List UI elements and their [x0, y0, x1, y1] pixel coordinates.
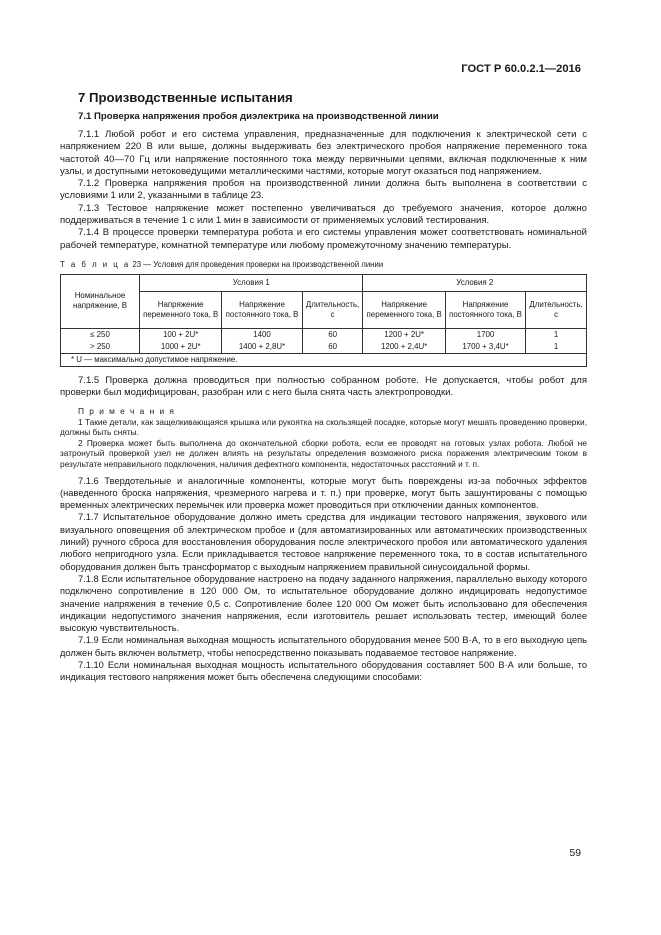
cell-c2-duration: 1	[526, 328, 587, 341]
col-c2-ac: Напряжение переменного тока, В	[363, 291, 445, 328]
col-c2-dc: Напряжение постоянного тока, В	[445, 291, 525, 328]
cell-c1-ac: 1000 + 2U*	[140, 341, 222, 354]
section-title: 7 Производственные испытания	[78, 90, 293, 105]
cell-c1-ac: 100 + 2U*	[140, 328, 222, 341]
paragraph-7-1-9: 7.1.9 Если номинальная выходная мощность испытательного оборудования менее 500 В·А, то в его выходную цепь должен быть включен вольтметр, чтобы непосредственно показывать подаваемое тестовое напряжение.	[60, 635, 587, 658]
paragraph-7-1-4: 7.1.4 В процессе проверки температура робота и его системы управления может соответствовать номинальной рабочей температуре, комнатной температуре или любому промежуточному значению температуры.	[60, 227, 587, 251]
paragraph-7-1-5: 7.1.5 Проверка должна проводиться при полностью собранном роботе. Не допускается, чтобы робот для проверки был модифицирован, разобран или с него была снята часть электропроводки.	[60, 374, 587, 399]
table-caption	[60, 260, 587, 269]
cell-c2-ac: 1200 + 2,4U*	[363, 341, 445, 354]
paragraph-7-1-7: 7.1.7 Испытательное оборудование должно иметь средства для индикации тестового напряжения, звукового или визуального оповещения об электрическом пробое и (для автоматизированных или автоматических производственных линий) ручного сброса для восстановления оборудования после электрического пробоя или автоматического удаления любого непригодного узла. Если прикладывается тестовое напряжение переменного тока, то в состав испытательного оборудования должен быть трансформатор с выходным напряжением правильной синусоидальной формы.	[60, 512, 587, 572]
col-conditions-2: Условия 2	[363, 274, 587, 291]
table-footnote: * U — максимально допустимое напряжение.	[61, 353, 587, 366]
table-row	[61, 341, 587, 354]
col-nominal-voltage: Номинальное напряжение, В	[61, 274, 140, 328]
cell-c2-duration: 1	[526, 341, 587, 354]
table-caption-text: 23 — Условия для проведения проверки на производственной линии	[132, 259, 384, 269]
col-c2-duration: Длительность, с	[526, 291, 587, 328]
cell-c2-ac: 1200 + 2U*	[363, 328, 445, 341]
cell-c1-duration: 60	[302, 341, 363, 354]
notes-heading: П р и м е ч а н и я	[78, 405, 176, 416]
note-2: 2 Проверка может быть выполнена до окончательной сборки робота, если ее проводят на готовых узлах робота. Любой не затронутый проверкой узел не должен влиять на результаты определения возможного риска поражения электрическим током в результате неправильного подключения, наличия дефектного компонента, недостаточных расстояний и т. п.	[60, 437, 587, 469]
paragraph-7-1-1: 7.1.1 Любой робот и его система управления, предназначенные для подключения к электрической сети с напряжением 220 В или выше, должны выдерживать без электрического пробоя напряжение переменного тока частотой 40—70 Гц или напряжение постоянного тока между первичными цепями, включая подключенные к ним узлы, и доступными нетоковедущими металлическими частями, которые могут оказаться под напряжением.	[60, 129, 587, 177]
conditions-table	[60, 274, 587, 367]
table-row	[61, 328, 587, 341]
col-c1-dc: Напряжение постоянного тока, В	[222, 291, 302, 328]
paragraph-7-1-6: 7.1.6 Твердотельные и аналогичные компоненты, которые могут быть повреждены из-за побочных эффектов (наведенного броска напряжения, чрезмерного нагрева и т. п.) при проверке, могут быть зашунтированы с помощью временных электрических перемычек или проверка может проводиться при отключении данных компонентов.	[60, 475, 587, 511]
cell-nominal: ≤ 250	[61, 328, 140, 341]
subsection-title: 7.1 Проверка напряжения пробоя диэлектрика на производственной линии	[78, 111, 439, 122]
document-code: ГОСТ Р 60.0.2.1—2016	[461, 63, 581, 75]
cell-c2-dc: 1700	[445, 328, 525, 341]
cell-c1-dc: 1400	[222, 328, 302, 341]
paragraph-7-1-3: 7.1.3 Тестовое напряжение может постепенно увеличиваться до требуемого значения, которое должно поддерживаться в течение 1 с или 1 мин в зависимости от применяемых условий тестирования.	[60, 202, 587, 227]
col-c1-ac: Напряжение переменного тока, В	[140, 291, 222, 328]
paragraph-7-1-2: 7.1.2 Проверка напряжения пробоя на производственной линии должна быть выполнена в соответствии с условиями 1 или 2, указанными в таблице 23.	[60, 178, 587, 202]
col-conditions-1: Условия 1	[140, 274, 363, 291]
note-1: 1 Такие детали, как защелкивающаяся крышка или рукоятка на скользящей посадке, которые могут мешать проведению проверки, должны быть сняты.	[60, 416, 587, 438]
cell-c2-dc: 1700 + 3,4U*	[445, 341, 525, 354]
page-number: 59	[569, 848, 581, 859]
cell-c1-dc: 1400 + 2,8U*	[222, 341, 302, 354]
table-caption-label: Т а б л и ц а	[60, 259, 131, 269]
cell-nominal: > 250	[61, 341, 140, 354]
col-c1-duration: Длительность, с	[302, 291, 363, 328]
page-content	[60, 90, 587, 684]
cell-c1-duration: 60	[302, 328, 363, 341]
paragraph-7-1-8: 7.1.8 Если испытательное оборудование настроено на подачу заданного напряжения, параллельно выходу которого подключено сопротивление в 120 000 Ом, то испытательное оборудование должно индицировать недопустимое значение напряжения в течение 0,5 с. Сопротивление более 120 000 Ом может быть использовано для обеспечения индикации недопустимого значения напряжения, если изготовитель решает использовать тестер, имеющий более высокую чувствительность.	[60, 573, 587, 634]
paragraph-7-1-10: 7.1.10 Если номинальная выходная мощность испытательного оборудования составляет 500 В·А или больше, то индикация тестового напряжения может быть обеспечена следующими способами:	[60, 659, 587, 683]
